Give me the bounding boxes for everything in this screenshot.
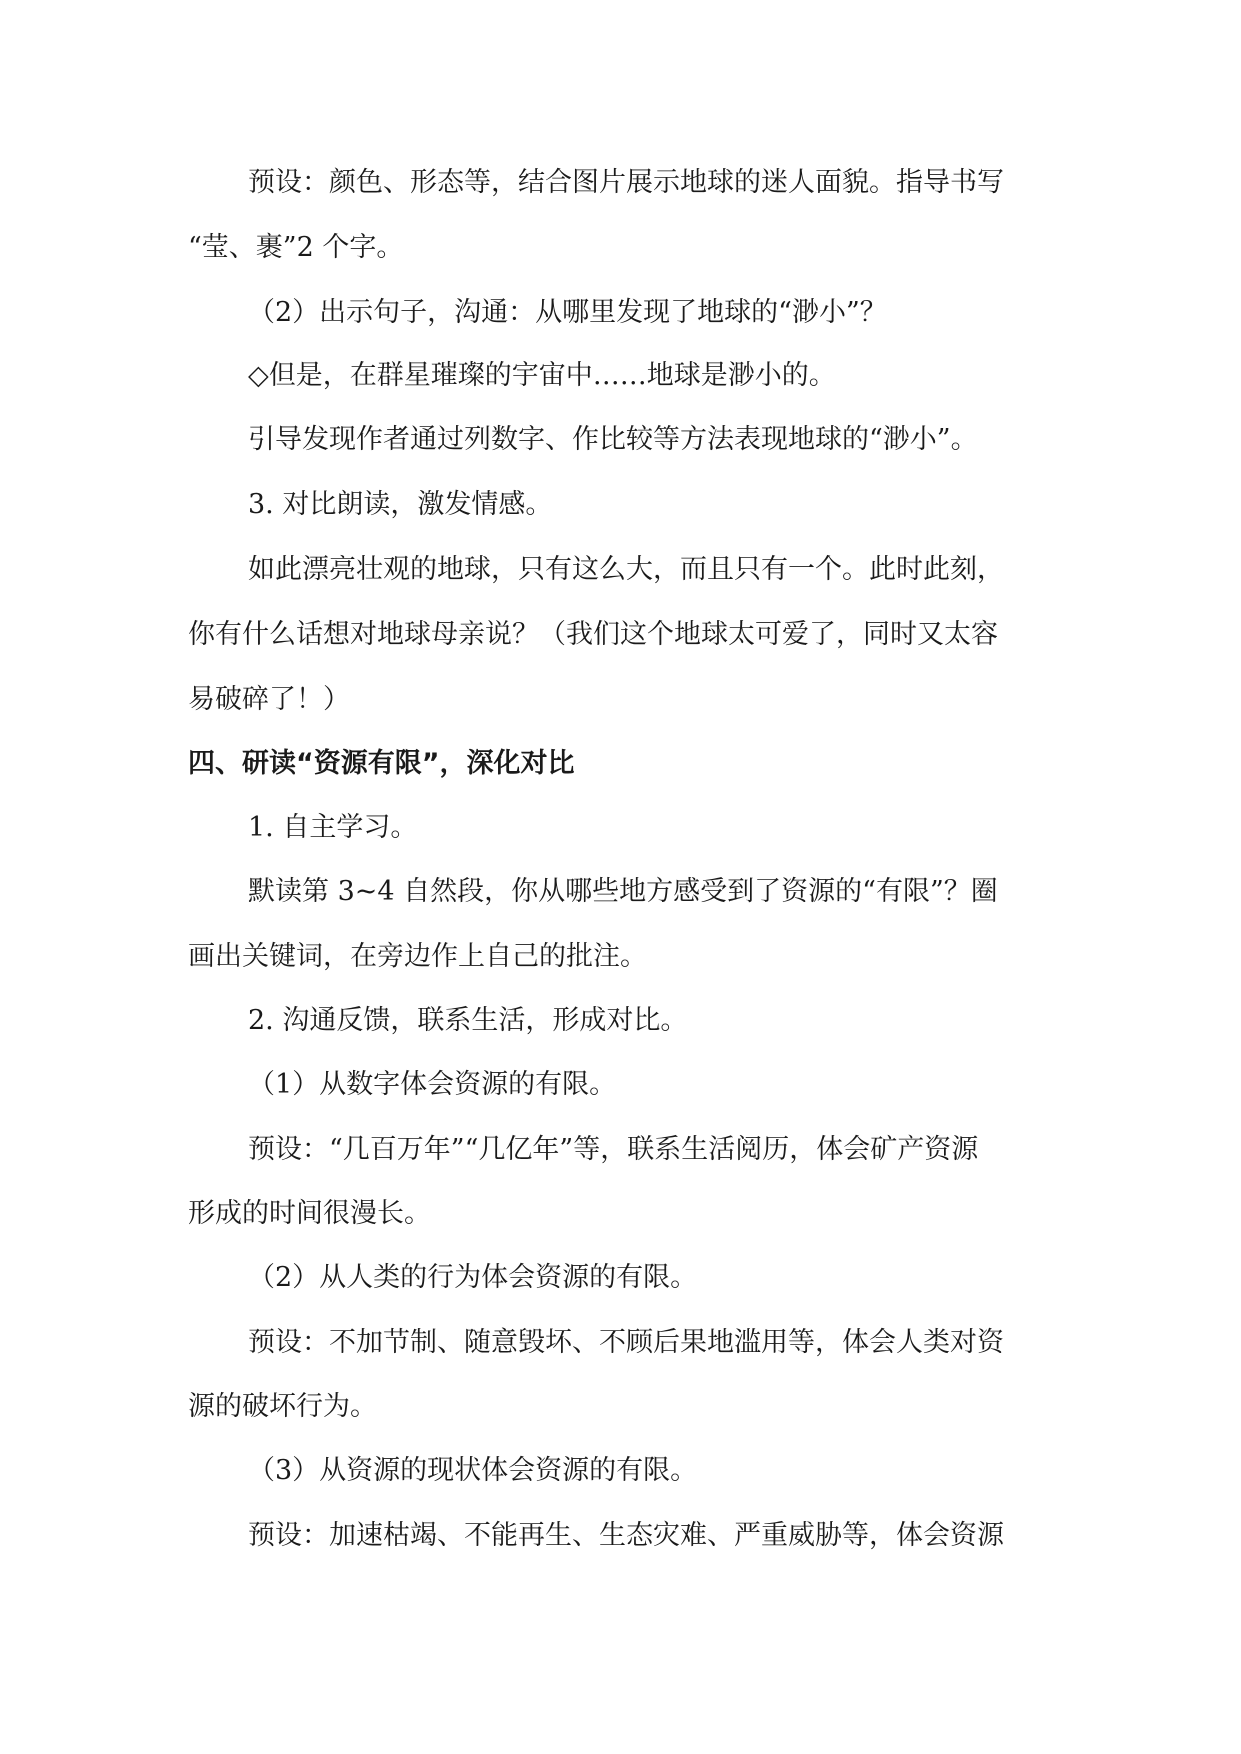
paragraph-line: 引导发现作者通过列数字、作比较等方法表现地球的“渺小”。: [248, 424, 978, 455]
paragraph-line: 2. 沟通反馈，联系生活，形成对比。: [248, 1005, 688, 1036]
paragraph-line: 预设：颜色、形态等，结合图片展示地球的迷人面貌。指导书写: [248, 167, 1004, 198]
paragraph-line: “莹、裹”2 个字。: [188, 232, 404, 263]
paragraph-line: （3）从资源的现状体会资源的有限。: [248, 1455, 698, 1486]
paragraph-line: 3. 对比朗读，激发情感。: [248, 489, 553, 520]
paragraph-line: 易破碎了！）: [188, 684, 350, 715]
paragraph-line: 画出关键词，在旁边作上自己的批注。: [188, 941, 647, 972]
paragraph-line: （2）出示句子，沟通：从哪里发现了地球的“渺小”？: [248, 297, 887, 328]
paragraph-line: ◇但是，在群星璀璨的宇宙中……地球是渺小的。: [248, 360, 836, 391]
paragraph-line: 预设：加速枯竭、不能再生、生态灾难、严重威胁等，体会资源: [248, 1520, 1004, 1551]
paragraph-line: 预设：不加节制、随意毁坏、不顾后果地滥用等，体会人类对资: [248, 1327, 1004, 1358]
paragraph-line: 预设：“几百万年”“几亿年”等，联系生活阅历，体会矿产资源: [248, 1134, 979, 1165]
paragraph-line: 1. 自主学习。: [248, 812, 418, 843]
paragraph-line: 你有什么话想对地球母亲说？（我们这个地球太可爱了，同时又太容: [188, 619, 998, 650]
paragraph-line: 如此漂亮壮观的地球，只有这么大，而且只有一个。此时此刻，: [248, 554, 1004, 585]
paragraph-line: （1）从数字体会资源的有限。: [248, 1069, 617, 1100]
paragraph-line: 形成的时间很漫长。: [188, 1198, 431, 1229]
section-heading: 四、研读“资源有限”，深化对比: [188, 748, 575, 779]
paragraph-line: 默读第 3~4 自然段，你从哪些地方感受到了资源的“有限”？圈: [248, 876, 998, 907]
paragraph-line: 源的破坏行为。: [188, 1391, 377, 1422]
paragraph-line: （2）从人类的行为体会资源的有限。: [248, 1262, 698, 1293]
